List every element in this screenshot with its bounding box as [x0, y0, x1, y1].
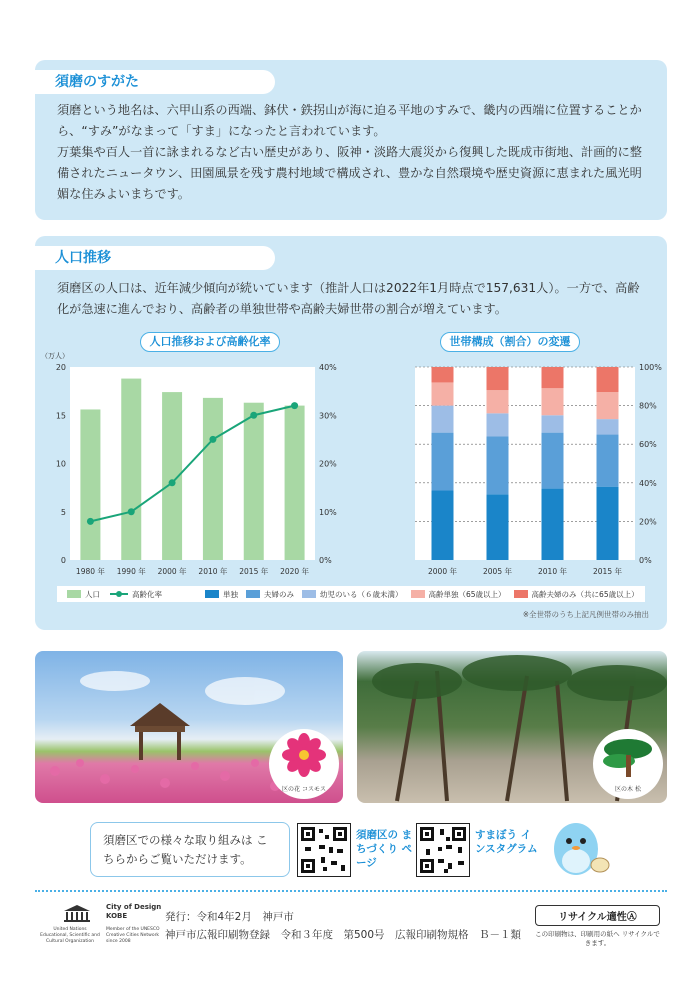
qr-label: すまぼう インスタグラム: [475, 829, 538, 855]
x-tick-label: 1990 年: [116, 567, 146, 576]
paragraph: 須磨区の人口は、近年減少傾向が続いています（推計人口は2022年1月時点で157,631人）。一方で、高齢化が急速に進んでおり、高齢者の単独世帯や高齢夫婦世帯の割合が増えています。: [57, 281, 640, 316]
aging-rate-point: [291, 402, 298, 409]
chart-note: ※全世帯のうち上記凡例世帯のみ抽出: [522, 610, 649, 619]
paragraph: 須磨という地名は、六甲山系の西端、鉢伏・鉄拐山が海に迫る平地のすみで、畿内の西端に位置することから、“すみ”がなまって「すま」になったと言われています。: [57, 103, 642, 138]
y-unit-label: （万人）: [41, 352, 69, 360]
legend-label: 高齢夫婦のみ（共に65歳以上）: [531, 589, 639, 599]
household-bar-segment: [542, 415, 564, 432]
footer-logos: [40, 903, 160, 953]
qr-icon: [417, 824, 469, 876]
household-bar-segment: [597, 392, 619, 419]
aging-rate-point: [128, 508, 135, 515]
badge-label: 区の花 コスモス: [282, 786, 326, 793]
x-tick-label: 2000 年: [428, 567, 457, 576]
y2-tick-label: 0%: [319, 556, 332, 565]
legend-item: [514, 589, 639, 600]
paragraph: 万葉集や百人一首に詠まれるなど古い歴史があり、阪神・淡路大震災から復興した既成市街地、計画的に整備されたニュータウン、田園風景を残す農村地域で構成され、豊かな自然環境や歴史資源に恵まれた風光明媚な住みよいまちです。: [57, 145, 642, 201]
legend-item: [411, 589, 506, 600]
aging-rate-point: [209, 436, 216, 443]
x-tick-label: 2020 年: [280, 567, 310, 576]
qr-icon: [298, 824, 350, 876]
y-tick-label: 100%: [639, 363, 662, 372]
household-bar-segment: [542, 433, 564, 489]
x-tick-label: 1980 年: [75, 567, 105, 576]
household-bar-segment: [432, 382, 454, 405]
household-bar-segment: [542, 489, 564, 560]
y2-tick-label: 20%: [319, 459, 337, 469]
y2-tick-label: 40%: [319, 363, 337, 372]
section-population: [35, 236, 667, 630]
qr-code-machizukuri[interactable]: [297, 823, 351, 877]
y2-tick-label: 10%: [319, 507, 337, 517]
y-tick-label: 5: [60, 507, 66, 517]
legend-label: 夫婦のみ: [264, 589, 294, 599]
x-tick-label: 2010 年: [538, 567, 567, 576]
qr-code-instagram[interactable]: [416, 823, 470, 877]
household-bar-segment: [432, 491, 454, 560]
household-bar-segment: [432, 433, 454, 491]
cosmos-photo: [35, 651, 343, 803]
legend-item: [302, 589, 403, 600]
design-kobe-caption: Member of the UNESCO Creative Cities Network since 2008: [106, 927, 160, 944]
section-title: 須磨のすがた: [35, 70, 275, 94]
cosmos-badge: [269, 729, 339, 799]
legend-swatch: [246, 590, 260, 598]
recycle-note: この印刷物は、印刷用の紙へ リサイクルできます。: [535, 930, 660, 947]
legend-item: [246, 589, 294, 600]
household-chart: [335, 346, 667, 586]
x-tick-label: 2015 年: [593, 567, 622, 576]
household-bar-segment: [487, 436, 509, 494]
household-bar-segment: [432, 406, 454, 433]
legend-label: 単独: [223, 589, 238, 599]
footer-text: [165, 908, 521, 944]
aging-rate-point: [87, 518, 94, 525]
chart-title: 人口推移および高齢化率: [140, 332, 280, 352]
legend-swatch: [67, 590, 81, 598]
pine-icon: [593, 729, 663, 785]
chart-title: 世帯構成（割合）の変遷: [440, 332, 580, 352]
household-legend: [195, 586, 645, 602]
household-bar-segment: [597, 367, 619, 392]
household-bar-segment: [487, 494, 509, 560]
population-bar: [203, 398, 223, 560]
qr-label: 須磨区の まちづくり ページ: [356, 829, 413, 869]
y-tick-label: 0: [60, 556, 66, 565]
info-box: 須磨区での様々な取り組みは こちらからご覧いただけます。: [90, 822, 290, 877]
household-bar-segment: [487, 367, 509, 390]
pine-photo: [357, 651, 667, 803]
cosmos-icon: [269, 729, 339, 785]
legend-swatch: [411, 590, 425, 598]
sumabo-mascot: [542, 815, 616, 881]
household-bar-segment: [597, 487, 619, 560]
registration-info: 神戸市広報印刷物登録 令和３年度 第500号 広報印刷物規格 Ｂ－１類: [165, 929, 522, 941]
recycle-badge: リサイクル適性Ⓐ: [535, 905, 660, 926]
y-tick-label: 40%: [639, 478, 657, 488]
y-tick-label: 60%: [639, 440, 657, 450]
section-body: [57, 278, 645, 320]
household-bar-segment: [487, 390, 509, 413]
recycle-block: [535, 905, 660, 948]
population-bar: [244, 403, 264, 560]
x-tick-label: 2000 年: [157, 567, 187, 576]
y-tick-label: 20: [55, 363, 66, 372]
legend-label: 高齢化率: [132, 589, 162, 599]
x-tick-label: 2010 年: [198, 567, 228, 576]
aging-rate-point: [169, 479, 176, 486]
legend-item: [67, 589, 100, 600]
aging-rate-point: [250, 412, 257, 419]
legend-swatch: [514, 590, 528, 598]
household-bar-segment: [542, 388, 564, 415]
x-tick-label: 2005 年: [483, 567, 512, 576]
population-chart: [35, 346, 335, 586]
section-body: [57, 100, 645, 205]
x-tick-label: 2015 年: [239, 567, 269, 576]
badge-label: 区の木 松: [615, 786, 641, 793]
legend-label: 人口: [85, 589, 100, 599]
household-bar-segment: [597, 419, 619, 434]
y2-tick-label: 30%: [319, 411, 337, 421]
unesco-caption: United Nations Educational, Scientific and Cultural Organization: [40, 927, 100, 944]
section-sugata: [35, 60, 667, 220]
y-tick-label: 10: [55, 459, 66, 469]
divider: [35, 890, 667, 892]
population-bar: [80, 409, 100, 560]
y-tick-label: 20%: [639, 517, 657, 527]
legend-swatch: [302, 590, 316, 598]
household-bar-segment: [542, 367, 564, 388]
y-tick-label: 0%: [639, 556, 652, 565]
design-kobe-title: City of Design KOBE: [106, 903, 162, 920]
legend-swatch: [205, 590, 219, 598]
unesco-logo: [62, 903, 92, 923]
legend-label: 幼児のいる（６歳未満）: [320, 589, 403, 599]
y-tick-label: 80%: [639, 401, 657, 411]
plot-area: [70, 367, 315, 560]
legend-item: [110, 589, 162, 600]
pine-badge: [593, 729, 663, 799]
legend-item: [205, 589, 238, 600]
legend-swatch: [110, 593, 128, 595]
household-bar-segment: [597, 435, 619, 487]
household-bar-segment: [432, 367, 454, 382]
population-bar: [121, 379, 141, 560]
legend-label: 高齢単独（65歳以上）: [428, 589, 506, 599]
section-title: 人口推移: [35, 246, 275, 270]
y-tick-label: 15: [55, 411, 66, 421]
population-bar: [285, 406, 305, 560]
household-bar-segment: [487, 413, 509, 436]
publish-info: 発行：令和4年2月 神戸市: [165, 911, 294, 923]
